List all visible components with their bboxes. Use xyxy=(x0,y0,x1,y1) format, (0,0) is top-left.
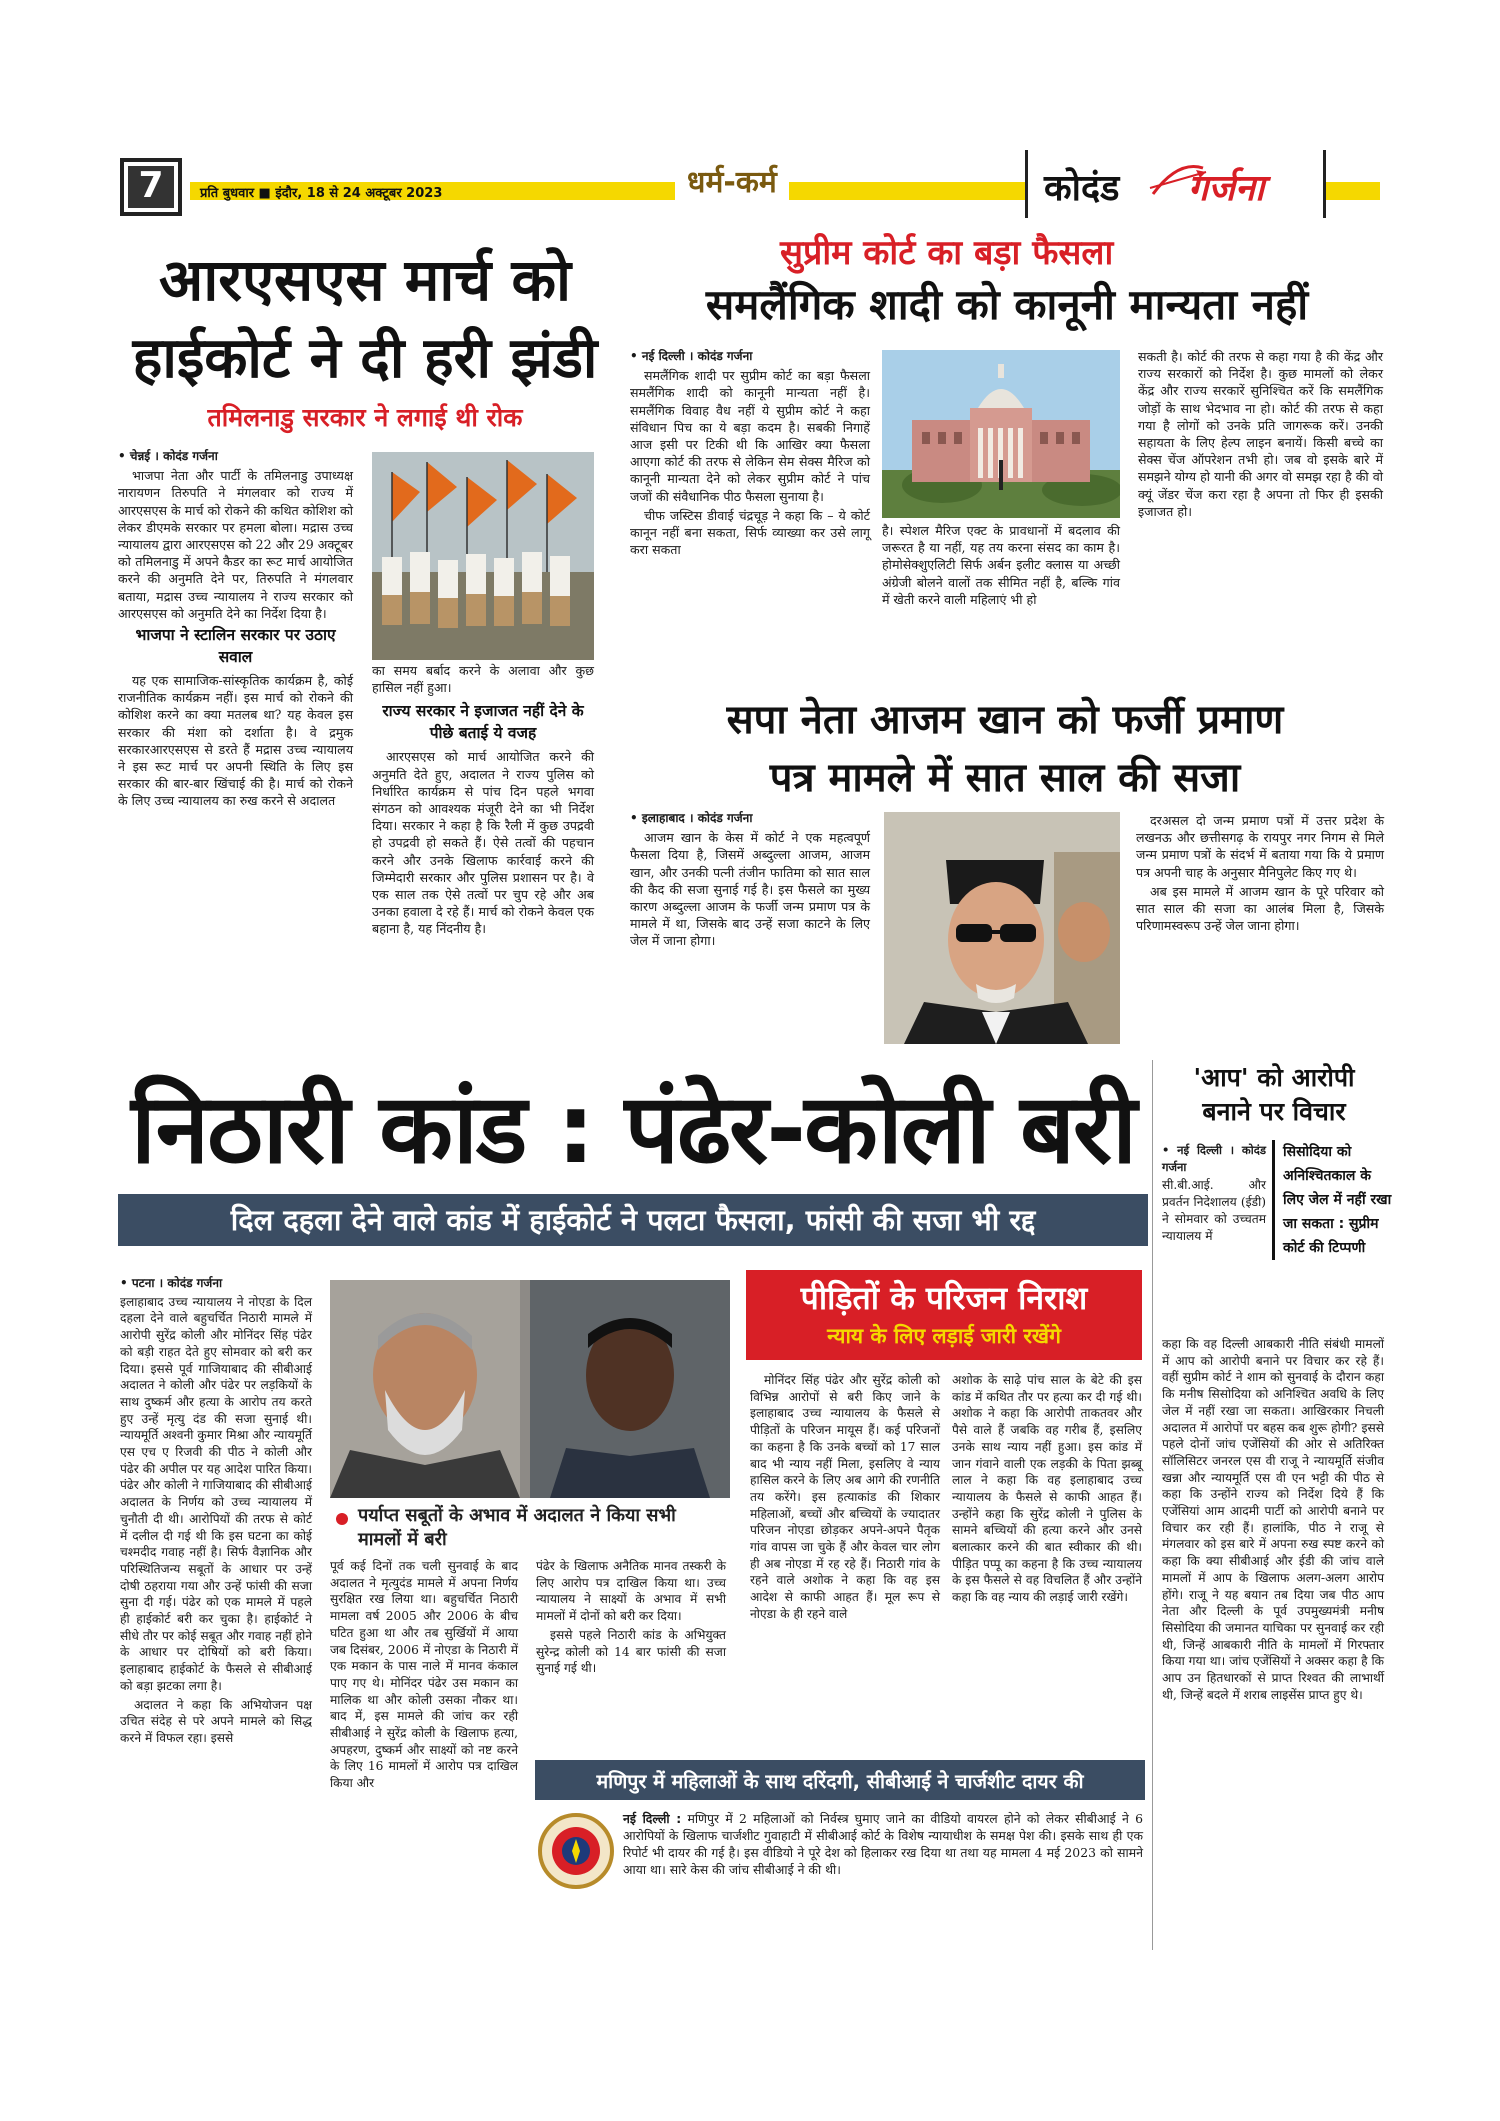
rss-subhead-2: भाजपा ने स्टालिन सरकार पर उठाए सवाल xyxy=(135,626,336,667)
aap-column-top xyxy=(1162,1142,1266,1246)
victims-body-2: अशोक के साढ़े पांच साल के बेटे की इस कांड में कथित तौर पर हत्या कर दी गई थी। अशोक ने कहा कि आरोपी ताकतवर और पैसे वाले हैं जबकि वह गरीब हैं, इसलिए उनके साथ न्याय नहीं हुआ। इस कांड में जान गंवाने वाली एक लड़की के पिता झब्बू लाल ने कहा कि वह इलाहाबाद उच्च न्यायालय के फैसले से काफी आहत हैं। उन्होंने कहा कि सुरेंद्र कोली ने पुलिस के सामने बच्चियों की हत्या करने और उनसे बलात्कार करने की बात स्वीकार की थी। पीड़ित पप्पू का कहना है कि उच्च न्यायालय के इस फैसले से वह विचलित हैं और उन्होंने कहा कि वह न्याय की लड़ाई जारी रखेंगे। xyxy=(952,1373,1142,1605)
accused-caption-text: पर्याप्त सबूतों के अभाव में अदालत ने किया सभी मामलों में बरी xyxy=(358,1505,676,1550)
nithari-banner-text: दिल दहला देने वाले कांड में हाईकोर्ट ने पलटा फैसला, फांसी की सजा भी रद्द xyxy=(230,1203,1036,1237)
azam-body-3: अब इस मामले में आजम खान के पूरे परिवार को सात साल की सजा का आलंब मिला है, जिसके परिणामस्वरूप उन्हें जेल जाना होगा। xyxy=(1136,883,1384,934)
nithari-column-1 xyxy=(120,1275,312,1749)
azam-column-2 xyxy=(1136,812,1384,936)
sc-body-4: सकती है। कोर्ट की तरफ से कहा गया है की केंद्र और राज्य सरकारों को निर्देश है। कुछ मामलों को लेकर केंद्र और राज्य सरकारें सुनिश्चित करें कि समलैंगिक जोड़ों के साथ भेदभाव ना हो। कोर्ट की तरफ से कहा गया है लोगों को उनके प्रति जागरूक करें। उनकी सहायता के लिए हेल्प लाइन बनायें। किसी बच्चे का सेक्स चेंज ऑपरेशन तभी हो। जब वो इसके बारे में समझने योग्य हो यानी की अगर वो समझ रहा है की वो क्यूं जेंडर चेंज करा रहा है अपना तो फिर ही इसकी इजाजत हो। xyxy=(1138,349,1383,519)
sc-headline: समलैंगिक शादी को कानूनी मान्यता नहीं xyxy=(705,280,1309,329)
sc-body-1: समलैंगिक शादी पर सुप्रीम कोर्ट का बड़ा फैसला समलैंगिक शादी को कानूनी मान्यता नहीं है। समलैंगिक विवाह वैध नहीं ये सुप्रीम कोर्ट ने कहा संविधान पिच का ये बड़ा कदम है। सबकी निगाहें आज इसी पर टिकी थी कि आखिर क्या फैसला आएगा कोर्ट की तरफ से लेकिन सेम सेक्स मैरिज को कानूनी मान्यता देने को लेकर सुप्रीम कोर्ट ने पांच जजों की संवैधानिक पीठ फैसला सुनाया है। xyxy=(630,368,870,504)
sc-dateline: • नई दिल्ली । कोदंड गर्जना xyxy=(630,349,753,363)
aap-column-main xyxy=(1162,1336,1384,1705)
azam-headline-1: सपा नेता आजम खान को फर्जी प्रमाण xyxy=(726,697,1284,743)
azam-dateline: • इलाहाबाद । कोदंड गर्जना xyxy=(630,811,753,825)
rss-dateline: • चेन्नई । कोदंड गर्जना xyxy=(118,449,218,463)
sc-body-3: है। स्पेशल मैरिज एक्ट के प्रावधानों में बदलाव की जरूरत है या नहीं, यह तय करना संसद का काम है। होमोसेक्शुएलिटी सिर्फ अर्बन इलीट क्लास या अच्छी अंग्रेजी बोलने वालों तक सीमित नहीं है, बल्कि गांव में खेती करने वाली महिलाएं भी हो xyxy=(882,523,1120,607)
masthead xyxy=(120,150,1390,220)
nithari-column-3 xyxy=(536,1558,726,1679)
nithari-body-2: अदालत ने कहा कि अभियोजन पक्ष उचित संदेह से परे अपने मामले को सिद्ध करने में विफल रहा। इससे xyxy=(120,1697,312,1745)
victims-title-box xyxy=(746,1270,1142,1360)
rss-column-2 xyxy=(372,662,594,940)
victims-body-1: मोनिंदर सिंह पंढेर और सुरेंद्र कोली को विभिन्न आरोपों से बरी किए जाने के इलाहाबाद उच्च न्यायालय के फैसले से पीड़ितों के परिजन मायूस हैं। कई परिजनों का कहना है कि उनके बच्चों को 17 साल बाद भी न्याय नहीं मिला, इसलिए वे न्याय हासिल करने के लिए अब आगे की रणनीति तय करेंगे। इस हत्याकांड की शिकार महिलाओं, बच्चों और बच्चियों के ज्यादातर परिजन नोएडा छोड़कर अपने-अपने पैतृक गांव वापस जा चुके हैं और केवल चार लोग ही अब नोएडा में रह रहे हैं। निठारी गांव के रहने वाले अशोक ने कहा कि वह इस आदेश से काफी आहत हैं। मूल रूप से नोएडा के ही रहने वाले xyxy=(750,1373,940,1621)
rss-body-1: भाजपा नेता और पार्टी के तमिलनाडु उपाध्यक्ष नारायणन तिरुपति ने मंगलवार को राज्य में आरएसएस के मार्च को रोकने की कथित कोशिश को लेकर डीएमके सरकार पर हमला बोला। मद्रास उच्च न्यायालय द्वारा आरएसएस को 22 और 29 अक्टूबर को तमिलनाडु में अपने कैडर का रूट मार्च आयोजित करने की अनुमति देने पर, तिरुपति ने मंगलवार बताया, मद्रास उच्च न्यायालय ने राज्य सरकार को आरएसएस को अनुमति देने का निर्देश दिया है। xyxy=(118,468,353,621)
rss-subhead: तमिलनाडु सरकार ने लगाई थी रोक xyxy=(207,403,523,432)
manipur-headline-bar xyxy=(535,1760,1145,1800)
azam-body-2: दरअसल दो जन्म प्रमाण पत्रों में उत्तर प्रदेश के लखनऊ और छत्तीसगढ़ के रायपुर नगर निगम से मिले जन्म प्रमाण पत्रों के संदर्भ में बताया गया कि ये प्रमाण पत्र अपनी चाह के अनुसार मैनिपुलेट किए गए थे। xyxy=(1136,813,1384,880)
issue-line: प्रति बुधवार ■ इंदौर, 18 से 24 अक्टूबर 2023 xyxy=(200,186,443,201)
supreme-court-photo xyxy=(882,350,1120,518)
page-number: 7 xyxy=(138,165,164,206)
sc-kicker: सुप्रीम कोर्ट का बड़ा फैसला xyxy=(780,233,1114,273)
rss-column-1 xyxy=(118,448,353,812)
accused-photo xyxy=(330,1280,730,1498)
divider xyxy=(1152,1060,1153,1950)
page-number-box xyxy=(120,158,182,216)
rss-body-2: यह एक सामाजिक-सांस्कृतिक कार्यक्रम है, कोई राजनीतिक कार्यक्रम नहीं। इस मार्च को रोकने की कोशिश करने का क्या मतलब था? यह केवल इस सरकार की मंशा को दर्शाता है। वे द्रमुक सरकारआरएसएस से डरते हैं मद्रास उच्च न्यायालय ने इस रूट मार्च पर अपनी स्थिति के लिए इस सरकार की बार-बार खिंचाई की है। मार्च को रोकने के लिए उच्च न्यायालय का रुख करने से अदालत xyxy=(118,673,353,809)
victims-title-2: न्याय के लिए लड़ाई जारी रखेंगे xyxy=(827,1324,1061,1348)
sc-column-2 xyxy=(882,522,1120,610)
azam-column-1 xyxy=(630,810,870,952)
rss-headline-1: आरएसएस मार्च को xyxy=(158,246,572,314)
logo-text-2: गर्जना xyxy=(1188,168,1265,209)
victims-column-2 xyxy=(952,1372,1142,1608)
nithari-headline: निठारी कांड : पंढेर-कोली बरी xyxy=(130,1073,1136,1185)
nithari-body-5: इससे पहले निठारी कांड के अभियुक्त सुरेन्द्र कोली को 14 बार फांसी की सजा सुनाई गई थी। xyxy=(536,1627,726,1676)
nithari-dateline: • पटना । कोदंड गर्जना xyxy=(120,1276,223,1290)
azam-headline-2: पत्र मामले में सात साल की सजा xyxy=(769,755,1241,801)
manipur-body-text: मणिपुर में 2 महिलाओं को निर्वस्त्र घुमाए जाने का वीडियो वायरल होने को लेकर सीबीआई ने 6 आरोपियों के खिलाफ चार्जशीट गुवाहाटी में सीबीआई कोर्ट के विशेष न्यायाधीश के समक्ष पेश की। इसके साथ ही एक रिपोर्ट भी दायर की गई है। इस वीडियो ने पूरे देश को हिलाकर रख दिया था तथा यह मामला 4 मई 2023 को सामने आया था। सारे केस की जांच सीबीआई ने की थी। xyxy=(623,1811,1143,1877)
victims-column-1 xyxy=(750,1372,940,1625)
rss-subhead-3: राज्य सरकार ने इजाजत नहीं देने के पीछे बताई ये वजह xyxy=(382,702,584,743)
aap-headline-1: 'आप' को आरोपी xyxy=(1193,1063,1355,1092)
nithari-banner xyxy=(118,1194,1148,1246)
cbi-emblem xyxy=(537,1812,615,1890)
nithari-body-1: इलाहाबाद उच्च न्यायालय ने नोएडा के दिल दहला देने वाले बहुचर्चित निठारी मामले में आरोपी सुरेंद्र कोली और मोनिंदर सिंह पंढेर को बड़ी राहत देते हुए सोमवार को बरी कर दिया। इससे पूर्व गाजियाबाद की सीबीआई अदालत ने कोली और पंढेर पर लड़कियों के साथ दुष्कर्म और हत्या के आरोप तय करते हुए उन्हें मृत्यु दंड की सजा सुनाई थी। न्यायमूर्ति अश्वनी कुमार मिश्रा और न्यायमूर्ति एस एच ए रिजवी की पीठ ने कोली और पंढेर की अपील पर यह आदेश पारित किया। पंढेर और कोली ने गाजियाबाद की सीबीआई अदालत के निर्णय को उच्च न्यायालय में चुनौती दी थी। आरोपियों की तरफ से कोर्ट में दलील दी गई थी कि इस घटना का कोई चश्मदीद गवाह नहीं है। सिर्फ वैज्ञानिक और परिस्थितिजन्य सबूतों के आधार पर उन्हें दोषी ठहराया गया और उन्हें फांसी की सजा सुना दी गई। पंढेर को एक मामले में पहले ही हाईकोर्ट बरी कर चुका है। हाईकोर्ट ने सीधे तौर पर कोई सबूत और गवाह नहीं होने के आधार पर दोषियों को बरी किया। इलाहाबाद हाईकोर्ट के फैसले से सीबीआई को बड़ा झटका लगा है। xyxy=(120,1294,312,1693)
section-name: धर्म-कर्म xyxy=(675,160,789,201)
nithari-body-3: पूर्व कई दिनों तक चली सुनवाई के बाद अदालत ने मृत्युदंड मामले में अपना निर्णय सुरक्षित रख लिया था। बहुचर्चित निठारी मामला वर्ष 2005 और 2006 के बीच घटित हुआ था और तब सुर्खियों में आया जब दिसंबर, 2006 में नोएडा के निठारी में एक मकान के पास नाले में मानव कंकाल पाए गए थे। मोनिंदर पंढेर उस मकान का मालिक था और कोली उसका नौकर था। बाद में, इस मामले की जांच कर रही सीबीआई ने सुरेंद्र कोली के खिलाफ हत्या, अपहरण, दुष्कर्म और साक्ष्यों को नष्ट करने के लिए 16 मामलों में आरोप पत्र दाखिल किया और xyxy=(330,1559,518,1791)
masthead-logo xyxy=(1025,150,1326,218)
aap-inset: सिसोदिया को अनिश्चितकाल के लिए जेल में नहीं रखा जा सकता : सुप्रीम कोर्ट की टिप्पणी xyxy=(1272,1140,1395,1260)
rss-march-photo xyxy=(372,452,594,660)
nithari-body-4: पंढेर के खिलाफ अनैतिक मानव तस्करी के लिए आरोप पत्र दाखिल किया था। उच्च न्यायालय ने साक्ष्यों के अभाव में सभी मामलों में दोनों को बरी कर दिया। xyxy=(536,1559,726,1624)
sc-column-1 xyxy=(630,348,870,560)
rss-headline-2: हाईकोर्ट ने दी हरी झंडी xyxy=(132,326,598,391)
sc-column-3 xyxy=(1138,348,1383,522)
victims-title-1: पीड़ितों के परिजन निराश xyxy=(800,1279,1088,1317)
rss-body-3: आरएसएस को मार्च आयोजित करने की अनुमति देते हुए, अदालत ने राज्य पुलिस को निर्धारित कार्यक्रम से पांच दिन पहले भगवा संगठन को आवश्यक मंजूरी देने का भी निर्देश दिया। सरकार ने कहा है कि रैली में कुछ उपद्रवी हो उपद्रवी हो सकते हैं। ऐसे तत्वों की पहचान करने और उनके खिलाफ कार्रवाई करने की जिम्मेदारी सरकार और पुलिस प्रशासन पर है। वे एक साल तक ऐसे तत्वों पर चुप रहे और अब उनका हवाला दे रहे हैं। मार्च को रोकने केवल एक बहाना है, यह निंदनीय है। xyxy=(372,749,594,937)
aap-body: कहा कि वह दिल्ली आबकारी नीति संबंधी मामलों में आप को आरोपी बनाने पर विचार कर रहे हैं। वहीं सुप्रीम कोर्ट ने शाम को सुनवाई के दौरान कहा कि मनीष सिसोदिया को अनिश्चित अवधि के लिए जेल में नहीं रखा जा सकता। आखिरकार निचली अदालत में आरोपों पर बहस कब शुरू होगी? इससे पहले दोनों जांच एजेंसियों की ओर से अतिरिक्त सॉलिसिटर जनरल एस वी राजू ने न्यायमूर्ति संजीव खन्ना और न्यायमूर्ति एस वी एन भट्टी की पीठ से कहा कि उन्होंने राज्य को निर्देश दिये हैं कि एजेंसियां आम आदमी पार्टी को आरोपी बनाने पर विचार कर रही हैं। हालांकि, पीठ ने राजू से मंगलवार को इस बारे में अपना रुख स्पष्ट करने को कहा कि क्या सीबीआई और ईडी की जांच वाले मामलों में आप के खिलाफ अलग-अलग आरोप होंगे। राजू ने यह बयान तब दिया जब पीठ आप नेता और दिल्ली के पूर्व उपमुख्यमंत्री मनीष सिसोदिया की जमानत याचिका पर सुनवाई कर रही थी, जिन्हें आबकारी नीति के मामलों में गिरफ्तार किया गया था। जांच एजेंसियों ने अक्सर कहा है कि आप उन हितधारकों से प्राप्त रिश्वत की लाभार्थी थी, जिन्हें बदले में शराब लाइसेंस प्राप्त हुए थे। xyxy=(1162,1337,1384,1702)
rss-photo-caption: का समय बर्बाद करने के अलावा और कुछ हासिल नहीं हुआ। xyxy=(372,663,594,696)
logo-text-1: कोदंड xyxy=(1044,168,1120,209)
aap-dateline: • नई दिल्ली । कोदंड गर्जना xyxy=(1162,1143,1266,1174)
aap-headline-2: बनाने पर विचार xyxy=(1202,1097,1346,1126)
aap-body-short: सी.बी.आई. और प्रवर्तन निदेशालय (ईडी) ने सोमवार को उच्चतम न्यायालय में xyxy=(1162,1178,1266,1243)
bullet-icon xyxy=(336,1513,348,1525)
sc-body-2: चीफ जस्टिस डीवाई चंद्रचूड़ ने कहा कि – ये कोर्ट कानून नहीं बना सकता, सिर्फ व्याख्या कर उसे लागू करा सकता xyxy=(630,507,870,558)
azam-body-1: आजम खान के केस में कोर्ट ने एक महत्वपूर्ण फैसला दिया है, जिसमें अब्दुल्ला आजम, आजम खान, और उनकी पत्नी तंजीन फातिमा को सात साल की कैद की सजा सुनाई गई है। इस फैसले का मुख्य कारण अब्दुल्ला आजम के फर्जी जन्म प्रमाण पत्र के मामले में था, जिसके बाद उन्हें सजा काटने के लिए जेल में जाना होगा। xyxy=(630,830,870,949)
manipur-headline: मणिपुर में महिलाओं के साथ दरिंदगी, सीबीआई ने चार्जशीट दायर की xyxy=(596,1770,1084,1793)
azam-khan-photo xyxy=(884,812,1120,1044)
manipur-body xyxy=(623,1810,1143,1878)
nithari-column-2 xyxy=(330,1558,518,1794)
manipur-box xyxy=(535,1760,1145,1936)
manipur-dateline: नई दिल्ली : xyxy=(623,1811,682,1826)
